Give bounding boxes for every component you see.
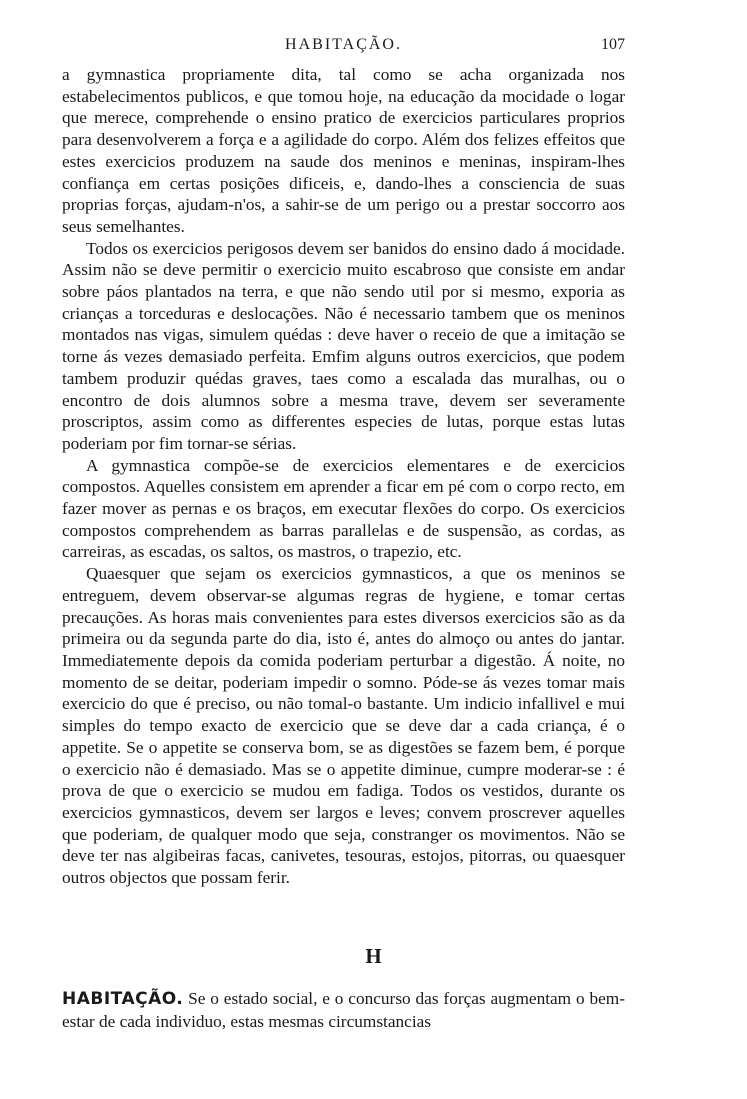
paragraph-hygiene-rules: Quaesquer que sejam os exercicios gymnasticos, a que os meninos se entreguem, devem observar-se algumas regras de hygiene, e tomar certas precauções. As horas mais convenientes para estes diversos exercicios são as da primeira ou da segunda parte do dia, isto é, antes do almoço ou antes do jantar. Immediatemente depois da comida poderiam perturbar a digestão. Á noite, no momento de se deitar, poderiam impedir o somno. Póde-se ás vezes tomar mais exercicio do que é preciso, ou não tomal-o bastante. Um indicio infallivel e mui simples do tempo exacto de exercicio que se deve dar a cada criança, é o appetite. Se o appetite se conserva bom, se as digestões se fazem bem, é porque o exercicio não é demasiado. Mas se o appetite diminue, cumpre moderar-se : é prova de que o exercicio se mudou em fadiga. Todos os vestidos, durante os exercicios gymnasticos, devem ser largos e leves; convem proscrever aquelles que poderiam, de qualquer modo que seja, constranger os movimentos. Não se deve ter nas algibeiras facas, canivetes, tesouras, estojos, pitorras, ou quaesquer outros objectos que possam ferir.: [62, 564, 625, 888]
entry-heading: HABITAÇÃO.: [62, 989, 184, 1009]
running-title: HABITAÇÃO.: [285, 36, 402, 53]
paragraph-dangerous-exercises: Todos os exercicios perigosos devem ser banidos do ensino dado á mocidade. Assim não se deve permitir o exercicio muito escabroso que consiste em andar sobre páos plantados na terra, e que não sendo util por si mesmo, exporia as crianças a torceduras e deslocações. Não é necessario tambem que os meninos montados nas vigas, simulem quédas : deve haver o receio de que a imitação se torne ás vezes demasiado perfeita. Emfim alguns outros exercicios, que podem tambem produzir quédas graves, taes como a escalada das muralhas, ou o encontro de dois alumnos sobre a mesma trave, devem ser severamente proscriptos, assim como as differentes especies de lutas, porque estas lutas poderiam por fim tornar-se sérias.: [62, 238, 625, 453]
paragraph-exercise-types: A gymnastica compõe-se de exercicios elementares e de exercicios compostos. Aquelles consistem em aprender a ficar em pé com o corpo recto, em fazer mover as pernas e os braços, em executar flexões do corpo. Os exercicios compostos comprehendem as barras parallelas e de suspensão, as cordas, as carreiras, as escadas, os saltos, os mastros, o trapezio, etc.: [62, 455, 625, 562]
dictionary-entry: [62, 988, 625, 1032]
paragraph-gymnastics-intro: a gymnastica propriamente dita, tal como se acha organizada nos estabelecimentos publicos, e que tomou hoje, na educação da mocidade o logar que merece, comprehende o ensino pratico de exercicios particulares proprios para desenvolverem a força e a agilidade do corpo. Além dos felizes effeitos que estes exercicios produzem na saude dos meninos e meninas, inspiram-lhes confiança em certas posições dificeis, e, dando-lhes a consciencia de suas proprias forças, ajudam-n'os, a sahir-se de um perigo ou a prestar soccorro aos seus semelhantes.: [62, 65, 625, 236]
running-head: [62, 36, 625, 58]
page-number: 107: [601, 36, 625, 53]
entry-text: Se o estado social, e o concurso das forças augmentam o bem-estar de cada individuo, estas mesmas circumstancias: [62, 989, 625, 1031]
body-text: [62, 64, 625, 889]
entry-paragraph: [62, 988, 625, 1032]
section-letter-heading: H: [365, 944, 382, 968]
